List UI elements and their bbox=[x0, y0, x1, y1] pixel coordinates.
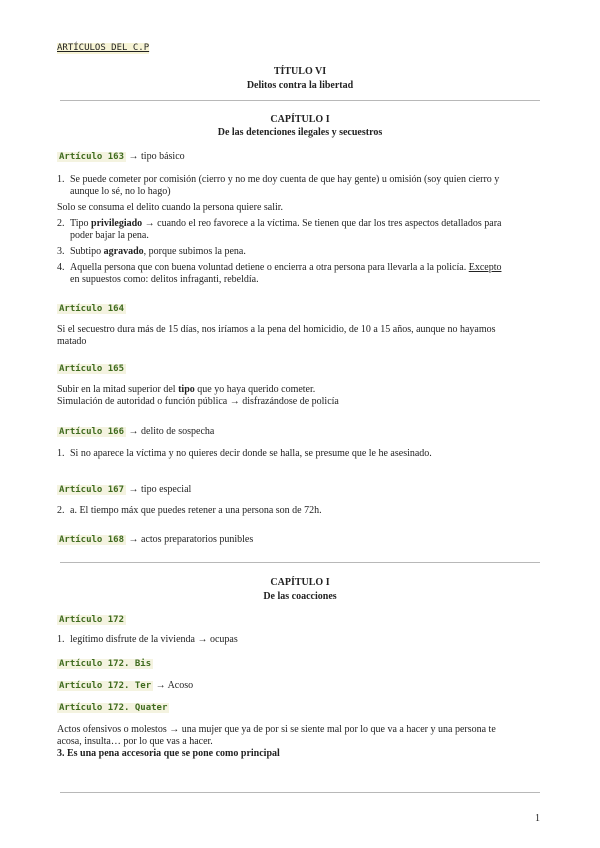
a163-item2-line1: Tipo privilegiado → cuando el reo favorece a la víctima. Se tienen que dar los tres aspectos detallados para bbox=[70, 218, 502, 229]
title-sub: Delitos contra la libertad bbox=[246, 80, 354, 91]
article-165-label: Artículo 165 bbox=[59, 364, 125, 374]
article-172bis-label: Artículo 172. Bis bbox=[59, 659, 152, 669]
a164-line2: matado bbox=[57, 336, 87, 347]
divider-top bbox=[60, 100, 540, 101]
article-172bis-heading bbox=[57, 658, 543, 670]
item-number: 3. bbox=[57, 246, 65, 257]
article-172ter-heading: Artículo 172. Ter → Acoso bbox=[59, 680, 194, 691]
article-168-heading: Artículo 168 → actos preparatorios punibles bbox=[59, 534, 254, 545]
header-label: ARTÍCULOS DEL C.P bbox=[57, 43, 150, 53]
title-main: TÍTULO VI bbox=[273, 66, 327, 77]
page-number: 1 bbox=[535, 813, 540, 824]
article-164-heading bbox=[57, 303, 543, 315]
chapter1-title: CAPÍTULO I bbox=[270, 114, 330, 125]
a172quater-line1: Actos ofensivos o molestos → una mujer que ya de por si se siente mal por lo que va a hacer y una persona te bbox=[57, 724, 496, 735]
article-172quater-heading bbox=[57, 702, 543, 714]
divider-bottom bbox=[60, 792, 540, 793]
article-166-label: Artículo 166 bbox=[59, 427, 125, 437]
a163-item4-line1: Aquella persona que con buena voluntad detiene o encierra a otra persona para llevarla a la policía. Excepto bbox=[70, 262, 502, 273]
a163-item3: Subtipo agravado, porque subimos la pena. bbox=[70, 246, 246, 257]
a172quater-line3: 3. Es una pena accesoria que se pone como principal bbox=[57, 748, 280, 759]
article-165-heading bbox=[57, 363, 543, 375]
a165-line1: Subir en la mitad superior del tipo que yo haya querido cometer. bbox=[57, 384, 316, 395]
chapter2-sub: De las coacciones bbox=[263, 591, 337, 602]
a163-plain: Solo se consuma el delito cuando la persona quiere salir. bbox=[57, 202, 284, 213]
a164-line1: Si el secuestro dura más de 15 días, nos iríamos a la pena del homicidio, de 10 a 15 años, aunque no hayamos bbox=[57, 324, 496, 335]
article-168-label: Artículo 168 bbox=[59, 535, 125, 545]
article-172-label: Artículo 172 bbox=[59, 615, 125, 625]
item-number: 1. bbox=[57, 448, 65, 459]
article-167-heading: Artículo 167 → tipo especial bbox=[59, 484, 192, 495]
article-164-label: Artículo 164 bbox=[59, 304, 125, 314]
article-167-label: Artículo 167 bbox=[59, 485, 125, 495]
a163-item2-line2: poder bajar la pena. bbox=[70, 230, 149, 241]
a167-item2: a. El tiempo máx que puedes retener a una persona son de 72h. bbox=[70, 505, 322, 516]
a172-item1: legítimo disfrute de la vivienda → ocupas bbox=[70, 634, 238, 645]
chapter2-title: CAPÍTULO I bbox=[270, 577, 330, 588]
a163-item4-line2: en supuestos como: delitos infraganti, rebeldía. bbox=[70, 274, 259, 285]
article-163-label: Artículo 163 bbox=[59, 152, 125, 162]
a165-line2: Simulación de autoridad o función pública → disfrazándose de policía bbox=[57, 396, 339, 407]
item-number: 4. bbox=[57, 262, 65, 273]
article-166-heading: Artículo 166 → delito de sospecha bbox=[59, 426, 215, 437]
item-number: 1. bbox=[57, 174, 65, 185]
article-163-heading: Artículo 163 → tipo básico bbox=[59, 151, 185, 162]
article-172-heading bbox=[57, 614, 543, 626]
item-number: 2. bbox=[57, 218, 65, 229]
a163-item1-line1: Se puede cometer por comisión (cierro y no me doy cuenta de que hay gente) u omisión (soy quien cierro y bbox=[70, 174, 500, 185]
divider-middle bbox=[60, 562, 540, 563]
item-number: 1. bbox=[57, 634, 65, 645]
a172quater-line2: acosa, insulta… por lo que vas a hacer. bbox=[57, 736, 213, 747]
article-172ter-label: Artículo 172. Ter bbox=[59, 681, 152, 691]
a163-item1-line2: aunque lo sé, no lo hago) bbox=[70, 186, 171, 197]
a166-item1: Si no aparece la víctima y no quieres decir donde se halla, se presume que le he asesinado. bbox=[70, 448, 432, 459]
chapter1-sub: De las detenciones ilegales y secuestros bbox=[217, 127, 383, 138]
item-number: 2. bbox=[57, 505, 65, 516]
article-172quater-label: Artículo 172. Quater bbox=[59, 703, 168, 713]
